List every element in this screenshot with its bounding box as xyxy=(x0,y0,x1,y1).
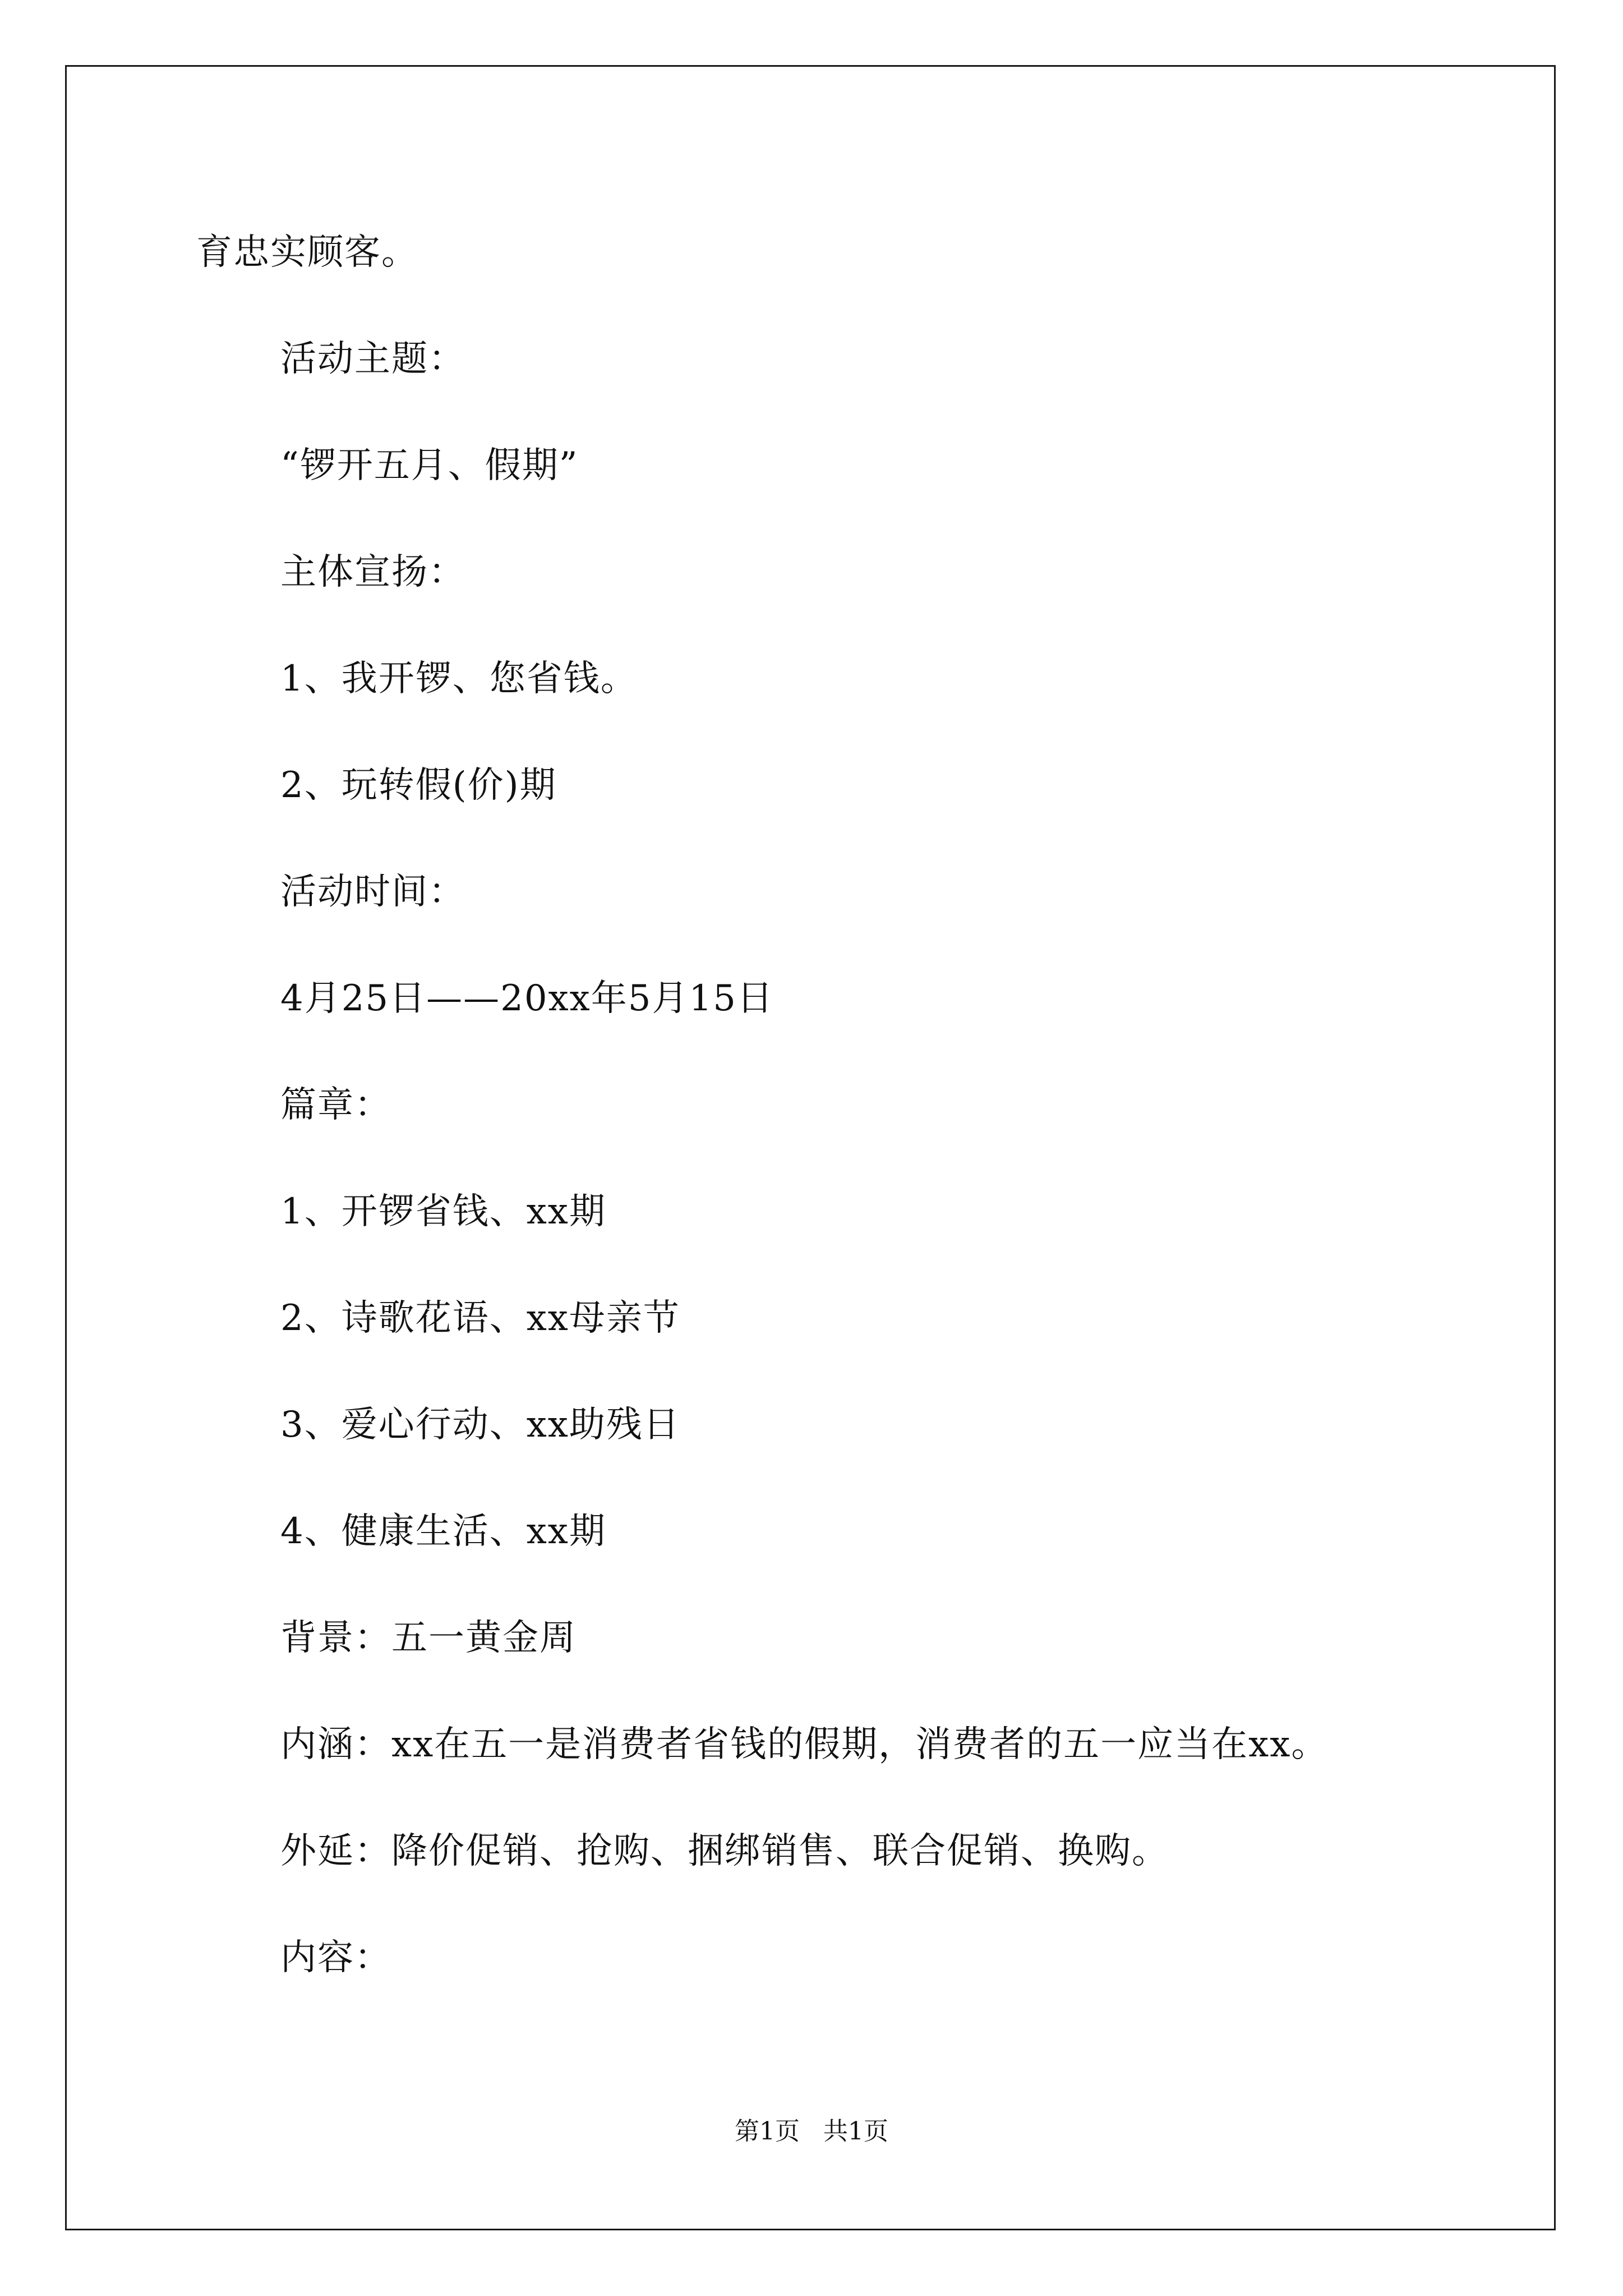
heading-activity-theme: 活动主题： xyxy=(280,338,465,380)
extension-line: 外延：降价促销、抢购、捆绑销售、联合促销、换购。 xyxy=(280,1830,1169,1872)
activity-date-range: 4月25日——20xx年5月15日 xyxy=(280,978,774,1019)
paragraph-intro-end: 育忠实顾客。 xyxy=(196,232,418,273)
theme-slogan: “锣开五月、假期” xyxy=(280,445,579,486)
page-border xyxy=(65,65,1556,2230)
heading-content: 内容： xyxy=(280,1937,391,1978)
page-footer: 第1页 共1页 xyxy=(735,2117,888,2146)
promotion-item-2: 2、玩转假(价)期 xyxy=(280,765,557,806)
chapter-item-3: 3、爱心行动、xx助残日 xyxy=(280,1404,680,1446)
promotion-item-1: 1、我开锣、您省钱。 xyxy=(280,658,638,700)
chapter-item-1: 1、开锣省钱、xx期 xyxy=(280,1191,606,1232)
connotation-line: 内涵：xx在五一是消费者省钱的假期，消费者的五一应当在xx。 xyxy=(280,1724,1329,1765)
chapter-item-2: 2、诗歌花语、xx母亲节 xyxy=(280,1297,680,1339)
heading-main-promotion: 主体宣扬： xyxy=(280,551,465,593)
heading-activity-time: 活动时间： xyxy=(280,871,465,913)
background-line: 背景：五一黄金周 xyxy=(280,1617,577,1659)
chapter-item-4: 4、健康生活、xx期 xyxy=(280,1511,606,1552)
heading-chapters: 篇章： xyxy=(280,1084,391,1126)
